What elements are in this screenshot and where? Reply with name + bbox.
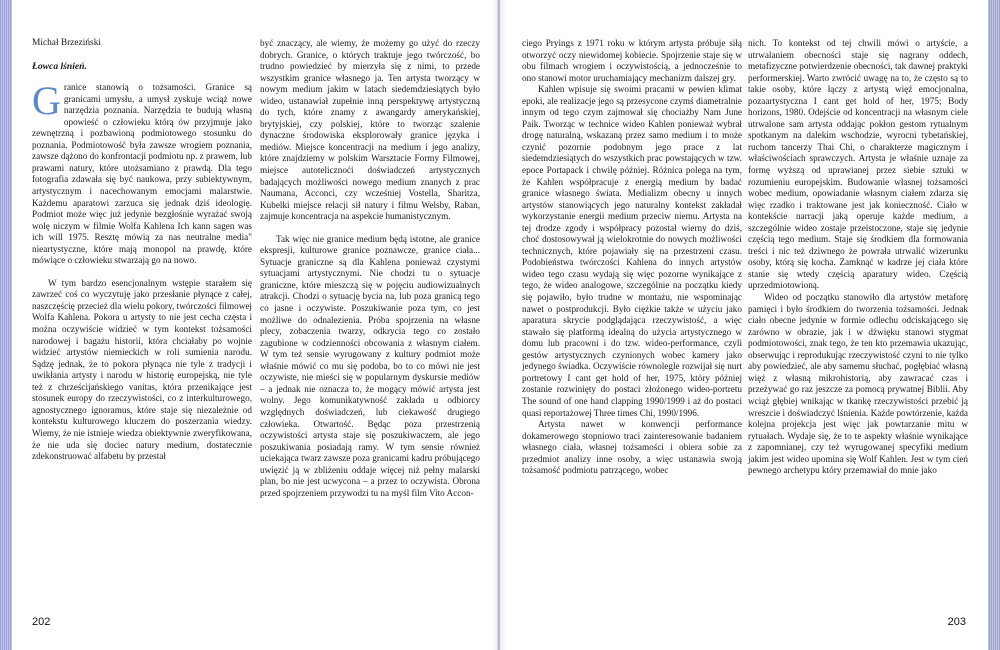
paragraph: Artysta nawet w konwencji performance dokamerowego stopniowo traci zainteresowanie badaniem własnego ciała, własnej tożsamości i obiera sobie za przedmiot analizy inne osoby, a więc ustanawia swoją tożsamość podmiotu patrzącego, wobec — [522, 419, 742, 476]
paragraph-text: ranice stanowią o tożsamości. Granice są granicami umysłu, a umysł zyskuje wciąż nowe narzędzia poznania. Narzędzia te budują własną opowieść o człowieku którą ów przyjmuje jako zewnętrzną i pozbawioną podmiotowego stosunku do poznania. Podmiotowość była zawsze wrogiem poznania, zawsze dążono do konfrontacji podmiotu np. z prawem, lub prawami natury, które utożsamiano z prawdą. Dla tego fotografia zdawała się być naukowa, przy subiektywnym, artystycznym i nacechowanym emocjami malarstwie. Każdemu aparatowi zarzuca się jednak dziś ideologię. Podmiot może więc już jedynie bezgłośnie wyrażać swoją wolę niczym w filmie Wolfa Kahlena Ich kann sagen was ich will 1975. Resztę mówią za nas neutralne media" nieartystyczne, które mają monopol na prawdę, które mówiące o człowieku stwarzają go na nowo. — [32, 82, 252, 266]
paragraph: nich. To kontekst od tej chwili mówi o artyście, a utrwalaniem obecności staje się nagrany oddech, metafizyczne potwierdzenie obecności, tak dawnej praktyki performerskiej. Warto zwrócić uwagę na to, że często są to takie osoby, które łączy z artystą więź emocjonalna, pozaartystyczna I cant get hold of her, 1975; Body horizons, 1980. Odejście od koncentracji na własnym ciele utrwalone sam artysta oddając pokłon gestom rytualnym spotkanym na dalekim wschodzie, wyrocni tybetańskiej, ruchom tancerzy Thai Chi, o charakterze magicznym i właściwościach sprawczych. Artysta je właśnie uznaje za formę wyższą od uprawianej przez siebie sztuki w rozumieniu europejskim. Budowanie własnej tożsamości wobec medium, opowiadanie własnym ciałem zdarza się więc rzadko i traktowane jest jak konieczność. Ciało w kontekście narracji jaką operuje każde medium, a szczególnie wideo zostaje przeistoczone, staje się jedynie częścią tego medium. Staje się środkiem dla formowania treści i nic też dziwnego że powrała utrwalić wizerunku osoby, którą się kocha. Zamknąć w kadrze jej ciała które stanie się wtedy częścią aparatury wideo. Częścią uprzedmiotowioną. — [748, 38, 968, 291]
right-column-2 — [748, 38, 968, 477]
paragraph: ciego Pryings z 1971 roku w którym artysta próbuje siłą otworzyć oczy niewidomej kobiecie. Spojrzenie staje się w obu filmach wrogiem i oczywistością, a jednocześnie to ono stanowi motor uruchamiający mechanizm dalszej gry. — [522, 38, 742, 83]
page-number-right: 203 — [947, 616, 966, 628]
page-edges-right — [988, 0, 1000, 650]
right-page — [500, 0, 988, 650]
paragraph: Kahlen wpisuje się swoimi pracami w pewien klimat epoki, ale realizacje jego są przesycone czymś diametralnie innym od tego czym zajmował się chociażby Nam June Paik. Tworząc w technice wideo Kahlen ponieważ wybrał drogę naturalną, wskazaną przez samo medium i to może czynić pozornie podobnym jego prace z lat siedemdziesiątych do wszystkich prac powstających w tzw. epoce Portapack i chwilę później. Różnica polega na tym, że Kahlen współpracuje z energią medium by badać granice własnego świata. Medializm obecny u innych artystów stanowiących jego naturalny kontekst zakładał wykorzystanie energii medium przeciw niemu. Artysta na tej drodze zgody i współpracy pozostał wierny do dziś, choć dostosowywał ją wielokrotnie do nowych możliwości technicznych, które pojawiały się na przestrzeni czasu. Podobieństwa twórczości Kahlena do innych artystów wideo tego czasu wydają się więc pozorne wynikające z tego, że wideo analogowe, szczególnie na początku kiedy się pojawiło, było trudne w montażu, nie wspominając nawet o postprodukcji. Było ciężkie także w użyciu jako aparatura skrycie podglądająca rzeczywistość, a więc stawało się platformą idealną do użycia artystycznego w domu lub pracowni i do tzw. wideo-performance, czyli gestów artystycznych czynionych wobec kamery jako jedynego świadka. Oczywiście równolegle rozwijał się nurt portretowy I cant get hold of her, 1975, który później zostanie rozwinięty do postaci złożonego wideo-portretu The sound of one hand clapping 1990/1999 i aż do postaci quasi reportażowej Three times Chi, 1990/1996. — [522, 84, 742, 418]
page-number-left: 202 — [32, 616, 51, 628]
paragraph — [32, 78, 252, 267]
right-column-1 — [522, 38, 742, 477]
article-title: Łowca lśnień. — [32, 60, 87, 72]
dropcap-letter: G — [32, 78, 61, 124]
page-edges-left — [0, 0, 12, 650]
paragraph: W tym bardzo esencjonalnym wstępie starałem się zawrzeć coś co wyczytuję jako przesłanie płynące z całej, naszczęścię przecież dla wielu pokory, twórczości filmowej Wolfa Kahlena. Pokora u artysty to nie jest cecha częsta i można oczywiście widzieć w tym kontekst tożsamości narodowej i bagażu historii, która chciałaby po wojnie widzieć artystów niemieckich w roli sumienia narodu. Sądzę jednak, że to pokora płynąca nie tyle z tradycji i uwikłania artysty i narodu w historię europejską, nie tyle też z chrześcijańskiego vanitas, która przenikające jest stosunek europy do rzeczywistości, co z interkulturowego, agnostycznego ignoramus, które staje się niezależnie od kontekstu kulturowego kluczem do poszerzania wiedzy. Wiemy, że nie istnieje wiedza obiektywnie zweryfikowana, że nie uda się dociec natury medium, dostatecznie zdekonstruować alfabetu by przestał — [32, 277, 252, 462]
author-name: Michał Brzeziński — [32, 38, 101, 48]
paragraph: być znaczący, ale wiemy, że możemy go użyć do rzeczy dobrych. Granice, o których traktuje jego twórczość, bo trudno powiedzieć by mierzyła się z nimi, to przede wszystkim granice własnego ja. Ten artysta tworzący w nowym medium jakim w latach siedemdziesiątych było wideo, ustanawiał zupełnie inną perspektywę artystyczną do tych, które znamy z awangardy amerykańskiej, brytyjskiej, czy polskiej, które to tworząc szalenie dynaczne środowiska eksplorowały granice języka i mediów. Miejsce koncentracji na medium i jego analizy, które znajdziemy w polskim Warsztacie Formy Filmowej, miejsce autotelicznoći doświadczeń artystycznych badających możliwości nowego medium znanych z prac Naumana, Acconci, czy wcześniej Vostella, Sharitza, Kubelki miejsce relacji sił natury i filmu Welsby, Raban, zajmuje koncentracja na aspekcie humanistycznym. — [260, 38, 480, 222]
paragraph: Tak więc nie granice medium będą istotne, ale granice ekspresji, kulturowe granice poznawcze, granice ciała... Sytuacje graniczne są dla Kahlena ponieważ czystymi sytuacjami artystycznymi. Nie chodzi tu o sytuacje graniczne, które mieszczą się w pojęciu audiowizualnych atrakcji. Chodzi o sytuację bycia na, lub poza granicą tego co jasne i oczywiste. Poszukiwanie poza tym, co jest możliwe do odnalezienia. Próba spojrzenia na własne plecy, zobaczenia twarzy, odkrycia tego co zostało zagubione w codzienności obcowania z własnym ciałem. W tym też sensie wyrugowany z kultury podmiot może właśnie mówić co mu się podoba, bo to co mówi nie jest oczywiste, nie mieści się w popularnym dyskursie mediów – a jednak nie oznacza to, że mogący mówić artysta jest wolny. Jego komunikatywność zakłada u odbiorcy względnych doświadczeń, lub ciekawość drugiego człowieka. Otwartość. Będąc poza przestrzenią oczywistości artysta staje się poszukiwaczem, ale jego poszukiwania posiadają ramy. W tym sensie również uciekająca twarz zawsze poza granicami kadru próbującego uwięzić ją w zbliżeniu oddaje więcej niż pełny malarski plan, bo nie jest ucwycona – a przez to oczywista. Obrona przed spojrzeniem przywodzi tu na myśl film Vito Accon- — [260, 233, 480, 498]
paragraph: Wideo od początku stanowiło dla artystów metaforę pamięci i było środkiem do tworzenia tożsamości. Jednak ciało obecne jedynie w formie odlechu odciskającego się zarówno w obrazie, jak i w dźwięku stanowi stygmat podmiotowości, znak tego, że ten kto przemawia ukazując, obserwując i reprodukując rzeczywistość czyni to nie tylko aby powiedzieć, ale aby samemu słuchać, pogłębiać własną więź z własną mikrohistorią, aby zawracać czas i przeżywać go raz jeszcze za pomocą prywatnej Biblii. Aby wciąż głębiej wnikając w tkankę rzeczywistości przebić ją wreszcie i doświadczyć lśnienia. Każde powtórzenie, każda kolejna projekcja jest więc jak powtarzanie mitu w rytuałach. Wydaje się, że to te aspekty właśnie wynikające z zapomnianej, czy też wyrugowanej specyfiki medium jakim jest wideo upomina się Wolf Kahlen. Jest w tym cień pewnego archetypu który przemawiał do mnie jako — [748, 292, 968, 476]
left-page — [12, 0, 498, 650]
left-column-1 — [32, 38, 252, 463]
left-column-2 — [260, 38, 480, 499]
